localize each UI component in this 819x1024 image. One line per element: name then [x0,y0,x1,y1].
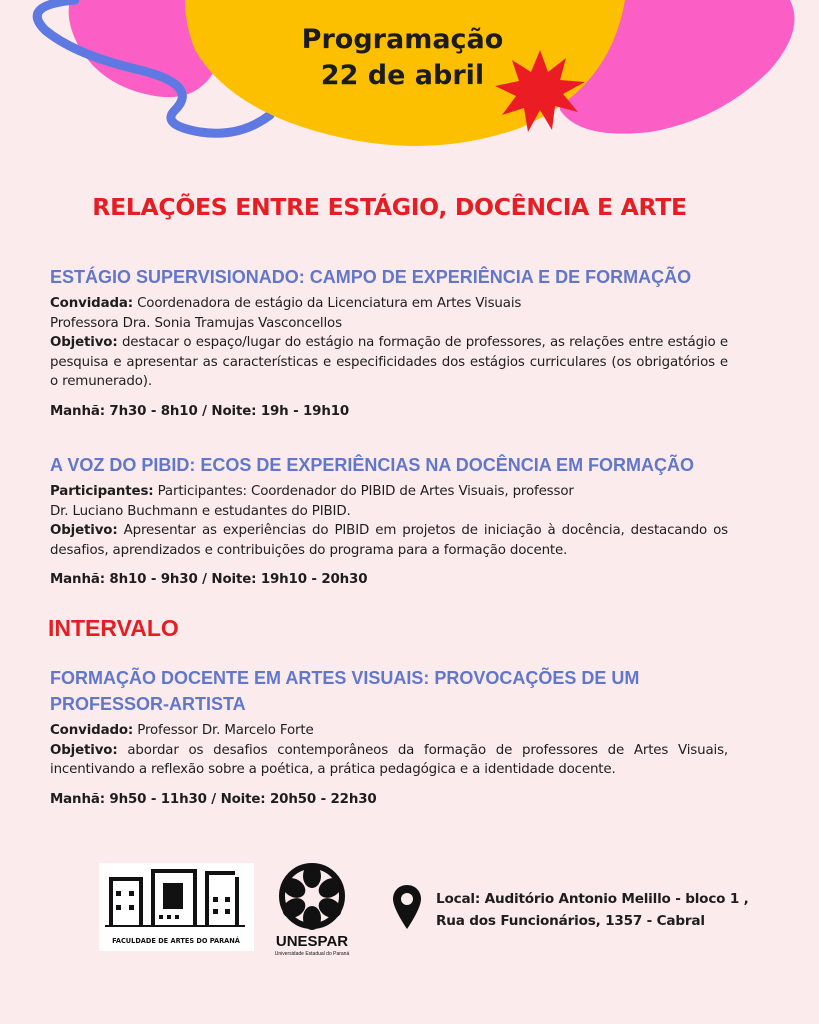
header-date: 22 de abril [320,60,485,91]
guest-label: Convidado: [50,723,134,738]
session-schedule: Manhã: 8h10 - 9h30 / Noite: 19h10 - 20h30 [50,572,368,587]
map-pin-icon [393,885,421,929]
fap-logo-text: FACULDADE DE ARTES DO PARANÁ [112,937,240,945]
session-title-line: PROFESSOR-ARTISTA [50,694,246,714]
objective-text: abordar os desafios contemporâneos da formação de professores de Artes Visuais, incentivando a reflexão sobre a poética, a prática pedagógica e a identidade docente. [50,742,729,777]
session-objective [50,741,728,780]
interval-label: INTERVALO [48,615,179,641]
guest-line: Coordenadora de estágio da Licenciatura em Artes Visuais [137,296,522,311]
objective-label: Objetivo: [50,335,118,350]
main-title: RELAÇÕES ENTRE ESTÁGIO, DOCÊNCIA E ARTE [92,193,687,221]
location-line: Rua dos Funcionários, 1357 - Cabral [436,913,705,929]
guest-line: Dr. Luciano Buchmann e estudantes do PIBID. [50,503,351,519]
session-schedule: Manhã: 7h30 - 8h10 / Noite: 19h - 19h10 [50,403,350,419]
fap-logo [99,863,254,951]
guest-line: Participantes: Coordenador do PIBID de Artes Visuais, professor [157,484,574,499]
session-guest [50,721,728,741]
unespar-name: UNESPAR [275,933,349,950]
objective-label: Objetivo: [50,523,118,538]
session-pibid [50,452,728,587]
guest-label: Convidada: [50,296,133,311]
unespar-logo [268,858,356,958]
header-title-line: Programação [301,24,504,55]
event-location [436,888,749,932]
guest-line: Professor Dr. Marcelo Forte [137,723,314,738]
session-title [50,665,728,717]
session-guest [50,482,728,521]
guest-label: Participantes: [50,484,154,499]
location-line: Local: Auditório Antonio Melillo - bloco 1 , [436,891,749,907]
guest-line: Professora Dra. Sonia Tramujas Vasconcellos [50,315,342,331]
session-title: A VOZ DO PIBID: ECOS DE EXPERIÊNCIAS NA DOCÊNCIA EM FORMAÇÃO [50,455,695,475]
session-estagio [50,264,728,419]
event-header [240,22,565,94]
objective-label: Objetivo: [50,742,118,758]
session-guest [50,294,728,333]
session-title-line: FORMAÇÃO DOCENTE EM ARTES VISUAIS: PROVOCAÇÕES DE UM [50,668,640,688]
session-objective [50,333,728,392]
objective-text: Apresentar as experiências do PIBID em projetos de iniciação à docência, destacando os desafios, aprendizados e contribuições do programa para a formação docente. [50,523,729,558]
session-schedule: Manhã: 9h50 - 11h30 / Noite: 20h50 - 22h30 [50,791,377,807]
session-title: ESTÁGIO SUPERVISIONADO: CAMPO DE EXPERIÊNCIA E DE FORMAÇÃO [50,267,692,287]
session-formacao-docente [50,665,728,807]
unespar-subtitle: Universidade Estadual do Paraná [274,951,350,957]
objective-text: destacar o espaço/lugar do estágio na formação de professores, as relações entre estágio e pesquisa e apresentar as características e especificidades dos estágios curriculares (os obrigatórios e o remunerado). [50,335,728,389]
session-objective [50,521,728,560]
